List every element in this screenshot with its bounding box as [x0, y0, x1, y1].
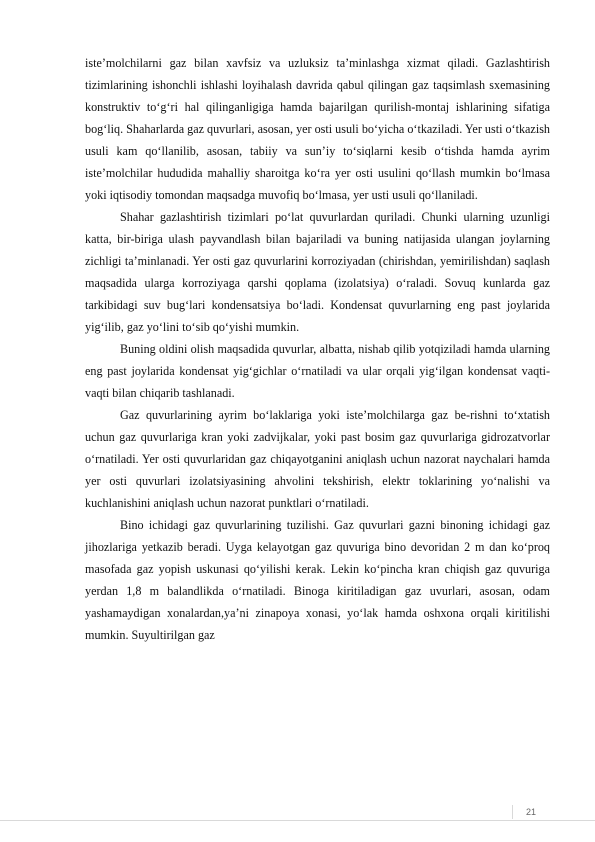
page-number: 21: [512, 805, 549, 819]
paragraph-5: Bino ichidagi gaz quvurlarining tuzilishi. Gaz quvurlari gazni binoning ichidagi gaz jihozlariga yetkazib beradi. Uyga kelayotgan gaz quvuriga bino devoridan 2 m dan ko‘proq masofada gaz yopish uskunasi qo‘yilishi kerak. Lekin ko‘pincha kran chiqish gaz quvuriga yerdan 1,8 m balandlikda o‘rnatiladi. Binoga kiritiladigan gaz uvurlari, asosan, odam yashamaydigan xonalardan,ya’ni zinapoya xonasi, yo‘lak hamda oshxona orqali kiritilishi mumkin. Suyultirilgan gaz: [85, 518, 550, 642]
paragraph-3: Buning oldini olish maqsadida quvurlar, albatta, nishab qilib yotqiziladi hamda ularning eng past joylarida kondensat yig‘gichlar o‘rnatiladi va ular orqali yig‘ilgan kondensat vaqti-vaqti bilan chiqarib tashlanadi.: [85, 342, 550, 400]
paragraph-2: Shahar gazlashtirish tizimlari po‘lat quvurlardan quriladi. Chunki ularning uzunligi katta, bir-biriga ulash payvandlash bilan bajariladi va buning natijasida ulangan joylarning zichligi ta’minlanadi. Yer osti gaz quvurlarini korroziyadan (chirishdan, yemirilishdan) saqlash maqsadida ularga korroziyaga qarshi qoplama (izolatsiya) o‘raladi. Sovuq kunlarda gaz tarkibidagi suv bug‘lari kondensatsiya bo‘ladi. Kondensat quvurlarning eng past joylarida yig‘ilib, gaz yo‘lini to‘sib qo‘yishi mumkin.: [85, 210, 550, 334]
footer-rule: [0, 820, 595, 821]
body-text: [85, 52, 550, 646]
paragraph-4: Gaz quvurlarining ayrim bo‘laklariga yoki iste’molchilarga gaz be-rishni to‘xtatish uchun gaz quvurlariga kran yoki zadvijkalar, yoki past bosim gaz quvurlariga gidrozatvorlar o‘rnatiladi. Yer osti quvurlaridan gaz chiqayotganini aniqlash uchun nazorat naychalari hamda yer osti quvurlari izolatsiyasining ahvolini tekshirish, elektr toklarining yo‘nalishi va kuchlanishini aniqlash uchun nazorat punktlari o‘rnatiladi.: [85, 408, 550, 510]
paragraph-1: iste’molchilarni gaz bilan xavfsiz va uzluksiz ta’minlashga xizmat qiladi. Gazlashtirish tizimlarining ishonchli ishlashi loyihalash davrida qabul qilingan gaz taqsimlash sxemasining konstruktiv to‘g‘ri hal qilinganligiga hamda bajarilgan qurilish-montaj ishlarining sifatiga bog‘liq. Shaharlarda gaz quvurlari, asosan, yer osti usuli bo‘yicha o‘tkaziladi. Yer usti o‘tkazish usuli kam qo‘llanilib, asosan, tabiiy va sun’iy to‘siqlarni kesib o‘tishda hamda ayrim iste’molchilar hududida mahalliy sharoitga ko‘ra yer osti usulini qo‘llash mumkin bo‘lmasa yoki iqtisodiy tomondan maqsadga muvofiq bo‘lmasa, yer usti usuli qo‘llaniladi.: [85, 56, 550, 202]
